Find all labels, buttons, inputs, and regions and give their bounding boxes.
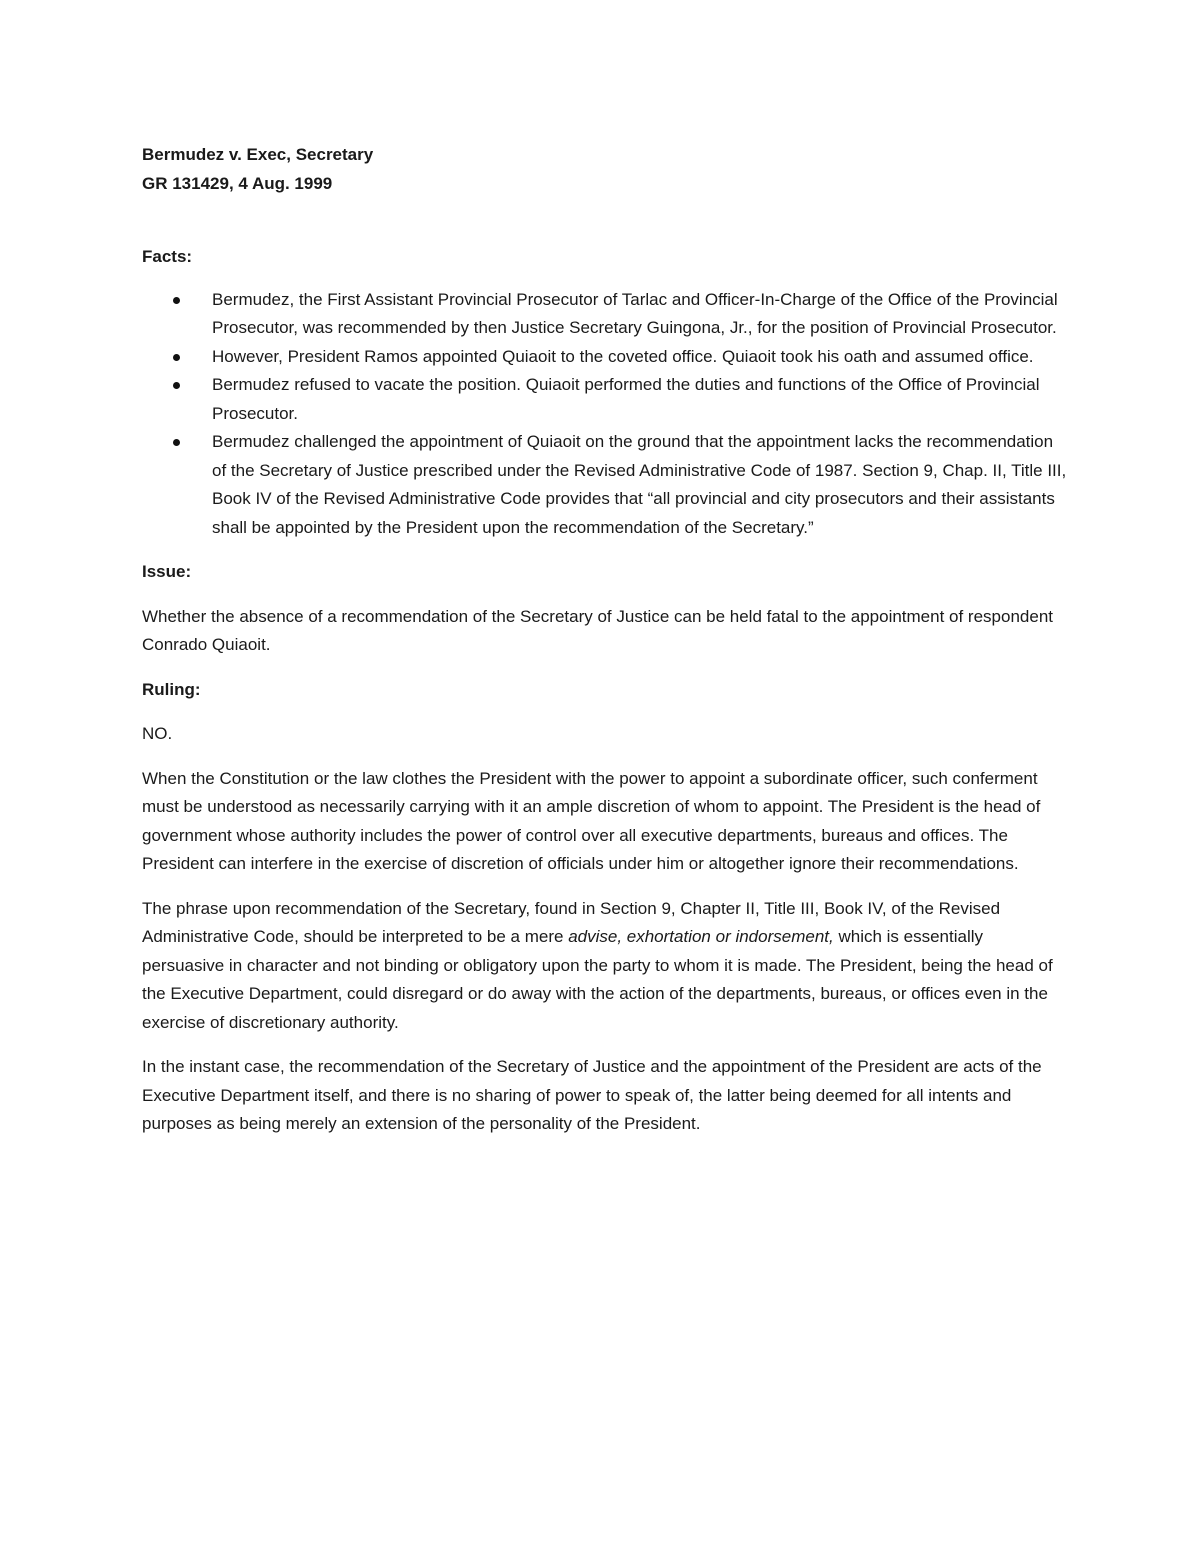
fact-item [142, 343, 1067, 372]
facts-heading: Facts: [142, 247, 193, 266]
fact-text: Bermudez refused to vacate the position. Quiaoit performed the duties and functions of the Office of Provincial Prosecutor. [212, 375, 1040, 423]
ruling-paragraph-2-italic: advise, exhortation or indorsement, [568, 927, 834, 946]
facts-list [142, 286, 1067, 543]
fact-item [142, 428, 1067, 542]
ruling-paragraph-1: When the Constitution or the law clothes the President with the power to appoint a subordinate officer, such conferment must be understood as necessarily carrying with it an ample discretion of whom to appoint. The President is the head of government whose authority includes the power of control over all executive departments, bureaus and offices. The President can interfere in the exercise of discretion of officials under him or altogether ignore their recommendations. [142, 768, 1041, 873]
ruling-heading: Ruling: [142, 679, 201, 699]
issue-heading: Issue: [142, 562, 192, 581]
ruling-answer: NO. [142, 724, 173, 743]
fact-text: Bermudez, the First Assistant Provincial Prosecutor of Tarlac and Officer-In-Charge of the Office of the Provincial Prosecutor, was recommended by then Justice Secretary Guingona, Jr., for the position of Provincial Prosecutor. [212, 289, 1058, 337]
fact-item [142, 286, 1067, 343]
ruling-paragraph-2-start: The phrase upon recommendation of the Secretary, found in Section 9, Chapter II, Title III, Book IV, of the Revised Administrative Code, should be interpreted to be a mere [142, 898, 1001, 946]
bullet-icon [173, 382, 180, 389]
bullet-icon [173, 439, 180, 446]
case-title: Bermudez v. Exec, Secretary [142, 145, 374, 164]
ruling-paragraph-2 [142, 895, 1067, 1038]
fact-text: However, President Ramos appointed Quiaoit to the coveted office. Quiaoit took his oath and assumed office. [212, 346, 1034, 366]
bullet-icon [173, 354, 180, 361]
fact-text: Bermudez challenged the appointment of Quiaoit on the ground that the appointment lacks the recommendation of the Secretary of Justice prescribed under the Revised Administrative Code of 1987. Section 9, Chap. II, Title III, Book IV of the Revised Administrative Code provides that “all provincial and city prosecutors and their assistants shall be appointed by the President upon the recommendation of the Secretary.” [212, 432, 1067, 537]
issue-text: Whether the absence of a recommendation of the Secretary of Justice can be held fatal to the appointment of respondent Conrado Quiaoit. [142, 606, 1054, 654]
fact-item [142, 371, 1067, 428]
ruling-paragraph-2-end: which is essentially persuasive in character and not binding or obligatory upon the party to whom it is made. The President, being the head of the Executive Department, could disregard or do away with the action of the departments, bureaus, or offices even in the exercise of discretionary authority. [142, 927, 1053, 1032]
bullet-icon [173, 297, 180, 304]
ruling-paragraph-3: In the instant case, the recommendation of the Secretary of Justice and the appointment of the President are acts of the Executive Department itself, and there is no sharing of power to speak of, the latter being deemed for all intents and purposes as being merely an extension of the personality of the President. [142, 1057, 1042, 1133]
case-citation: GR 131429, 4 Aug. 1999 [142, 173, 333, 193]
document-body [142, 141, 1067, 1139]
